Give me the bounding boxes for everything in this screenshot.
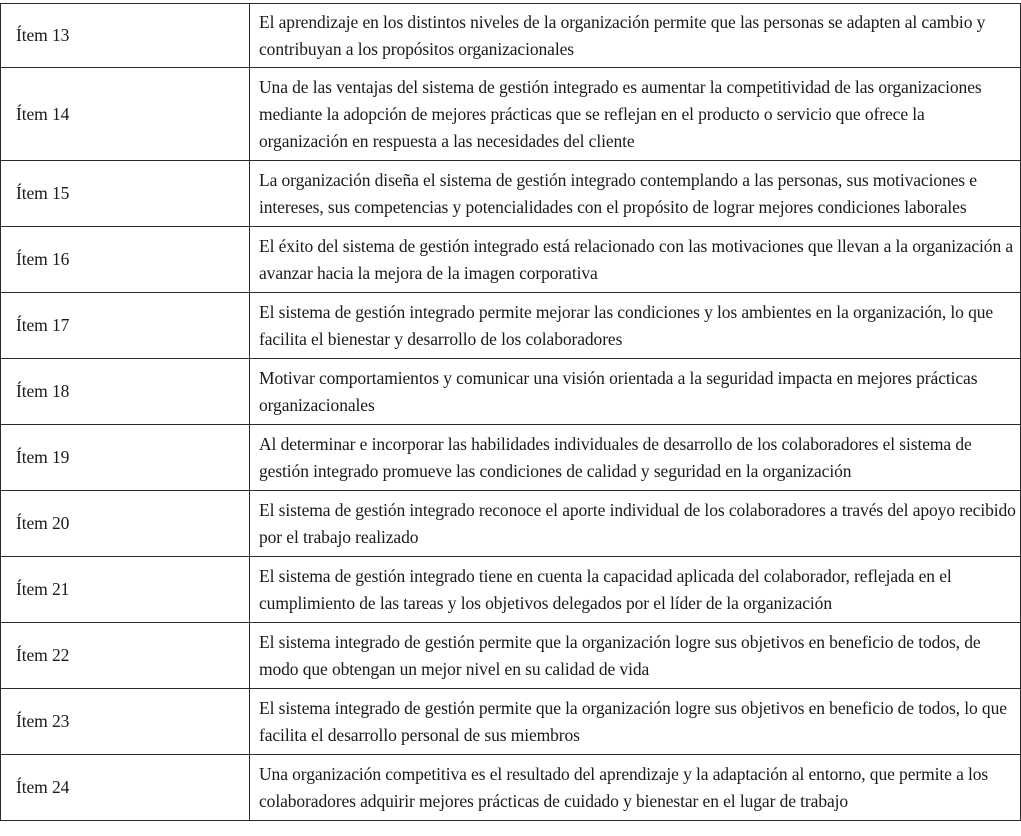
- item-label: Ítem 22: [1, 623, 250, 689]
- item-label: Ítem 17: [1, 293, 250, 359]
- table-row: [1, 359, 1021, 425]
- item-statement: Motivar comportamientos y comunicar una visión orientada a la seguridad impacta en mejores prácticas organizacionales: [250, 359, 1021, 425]
- item-statement: El sistema de gestión integrado tiene en cuenta la capacidad aplicada del colaborador, reflejada en el cumplimiento de las tareas y los objetivos delegados por el líder de la organización: [250, 557, 1021, 623]
- table-row: [1, 68, 1021, 161]
- table-row: [1, 491, 1021, 557]
- item-label: Ítem 23: [1, 689, 250, 755]
- item-statement: Una de las ventajas del sistema de gestión integrado es aumentar la competitividad de las organizaciones mediante la adopción de mejores prácticas que se reflejan en el producto o servicio que ofrece la organización en respuesta a las necesidades del cliente: [250, 68, 1021, 161]
- item-label: Ítem 24: [1, 755, 250, 821]
- table-row: [1, 4, 1021, 68]
- table-row: [1, 689, 1021, 755]
- item-statement: Una organización competitiva es el resultado del aprendizaje y la adaptación al entorno, que permite a los colaboradores adquirir mejores prácticas de cuidado y bienestar en el lugar de trabajo: [250, 755, 1021, 821]
- table-row: [1, 161, 1021, 227]
- table-row: [1, 227, 1021, 293]
- item-label: Ítem 21: [1, 557, 250, 623]
- items-table: [0, 3, 1021, 821]
- item-statement: Al determinar e incorporar las habilidades individuales de desarrollo de los colaboradores el sistema de gestión integrado promueve las condiciones de calidad y seguridad en la organización: [250, 425, 1021, 491]
- item-statement: El aprendizaje en los distintos niveles de la organización permite que las personas se adapten al cambio y contribuyan a los propósitos organizacionales: [250, 4, 1021, 68]
- item-label: Ítem 18: [1, 359, 250, 425]
- item-statement: El sistema de gestión integrado permite mejorar las condiciones y los ambientes en la organización, lo que facilita el bienestar y desarrollo de los colaboradores: [250, 293, 1021, 359]
- item-label: Ítem 16: [1, 227, 250, 293]
- table-row: [1, 293, 1021, 359]
- item-label: Ítem 19: [1, 425, 250, 491]
- item-label: Ítem 20: [1, 491, 250, 557]
- item-label: Ítem 15: [1, 161, 250, 227]
- item-label: Ítem 14: [1, 68, 250, 161]
- item-statement: El sistema de gestión integrado reconoce el aporte individual de los colaboradores a través del apoyo recibido por el trabajo realizado: [250, 491, 1021, 557]
- table-row: [1, 755, 1021, 821]
- item-label: Ítem 13: [1, 4, 250, 68]
- item-statement: La organización diseña el sistema de gestión integrado contemplando a las personas, sus motivaciones e intereses, sus competencias y potencialidades con el propósito de lograr mejores condiciones laborales: [250, 161, 1021, 227]
- item-statement: El éxito del sistema de gestión integrado está relacionado con las motivaciones que llevan a la organización a avanzar hacia la mejora de la imagen corporativa: [250, 227, 1021, 293]
- item-statement: El sistema integrado de gestión permite que la organización logre sus objetivos en beneficio de todos, lo que facilita el desarrollo personal de sus miembros: [250, 689, 1021, 755]
- table-row: [1, 557, 1021, 623]
- item-statement: El sistema integrado de gestión permite que la organización logre sus objetivos en beneficio de todos, de modo que obtengan un mejor nivel en su calidad de vida: [250, 623, 1021, 689]
- table-row: [1, 425, 1021, 491]
- table-row: [1, 623, 1021, 689]
